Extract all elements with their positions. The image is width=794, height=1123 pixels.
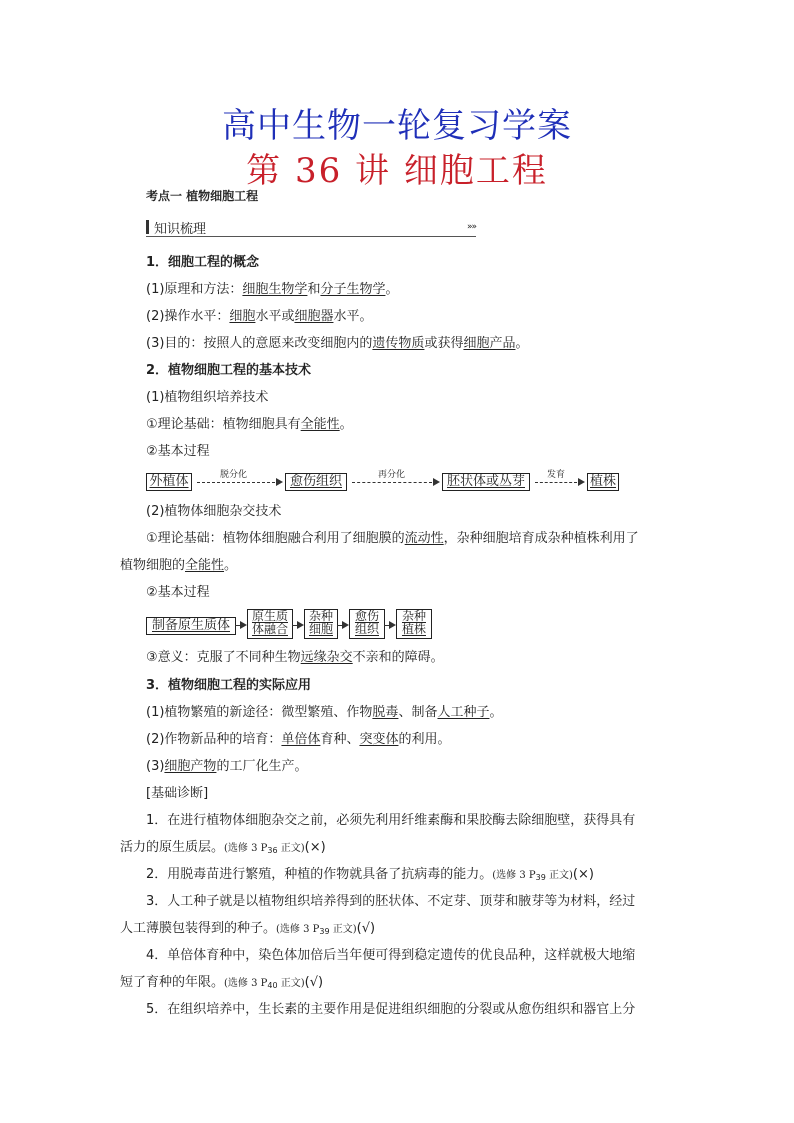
flow2-box-callus: 愈伤 组织 (349, 609, 385, 639)
line-2h: ③意义：克服了不同种生物远缘杂交不亲和的障碍。 (146, 650, 444, 665)
diag-4a: 4．单倍体育种中，染色体加倍后当年便可得到稳定遗传的优良品种，这样就极大地缩 (146, 948, 636, 963)
flow1-label-redifferentiation: 再分化 (378, 470, 406, 480)
heading-3: 3．植物细胞工程的实际应用 (146, 678, 312, 693)
heading-1: 1．细胞工程的概念 (146, 255, 260, 270)
arrow-right-icon (342, 621, 349, 629)
arrow-right-icon (578, 478, 585, 486)
line-3a: (1)植物繁殖的新途径：微型繁殖、作物脱毒、制备人工种子。 (146, 705, 503, 720)
arrow-right-icon (389, 621, 396, 629)
knowledge-header (146, 218, 476, 237)
header-bar (146, 220, 149, 234)
flow1-arrow-1 (197, 482, 275, 483)
diagnosis-heading: [基础诊断] (146, 786, 209, 801)
line-2g: ②基本过程 (146, 585, 210, 600)
line-2b: ①理论基础：植物细胞具有全能性。 (146, 417, 353, 432)
diag-5a: 5．在组织培养中，生长素的主要作用是促进组织细胞的分裂或从愈伤组织和器官上分 (146, 1002, 636, 1017)
knowledge-header-label: 知识梳理 (154, 222, 207, 237)
flow1-box-callus: 愈伤组织 (285, 473, 347, 491)
page-title: 高中生物一轮复习学案 (222, 106, 572, 146)
diag-4b: 短了育种的年限。(选修 3 $P_{40}$ 正文)(√) (120, 975, 324, 990)
flow1-box-explant: 外植体 (146, 473, 192, 491)
diag-3a: 3．人工种子就是以植物组织培养得到的胚状体、不定芽、顶芽和腋芽等为材料，经过 (146, 894, 636, 909)
diag-3b: 人工薄膜包装得到的种子。(选修 3 $P_{39}$ 正文)(√) (120, 921, 376, 936)
flow1-arrow-3 (535, 482, 577, 483)
line-3c: (3)细胞产物的工厂化生产。 (146, 759, 308, 774)
arrow-right-icon (297, 621, 304, 629)
flow1-box-plant: 植株 (587, 473, 619, 491)
line-2d: (2)植物体细胞杂交技术 (146, 504, 282, 519)
flow2-box-hybrid-plant: 杂种 植株 (396, 609, 432, 639)
arrow-right-icon (240, 621, 247, 629)
flow1-label-dedifferentiation: 脱分化 (220, 470, 248, 480)
header-arrows-icon: »» (466, 222, 476, 232)
line-1a: (1)原理和方法：细胞生物学和分子生物学。 (146, 282, 399, 297)
flow2-box-protoplast: 制备原生质体 (146, 617, 236, 635)
lesson-subtitle: 第 36 讲 细胞工程 (246, 151, 548, 191)
line-2e: ①理论基础：植物体细胞融合利用了细胞膜的流动性，杂种细胞培育成杂种植株利用了 (146, 531, 639, 546)
flow2-box-fusion: 原生质 体融合 (247, 609, 293, 639)
line-2f: 植物细胞的全能性。 (120, 558, 238, 573)
diag-1a: 1．在进行植物体细胞杂交之前，必须先利用纤维素酶和果胶酶去除细胞壁，获得具有 (146, 813, 636, 828)
flow1-arrow-2 (352, 482, 432, 483)
diag-2: 2．用脱毒苗进行繁殖，种植的作物就具备了抗病毒的能力。(选修 3 $P_{39}$ 正文)(×) (146, 867, 594, 882)
diag-1b: 活力的原生质层。(选修 3 $P_{36}$ 正文)(×) (120, 840, 326, 855)
arrow-right-icon (433, 478, 440, 486)
section-title: 考点一 植物细胞工程 (146, 189, 259, 203)
line-1b: (2)操作水平：细胞水平或细胞器水平。 (146, 309, 373, 324)
line-2c: ②基本过程 (146, 444, 210, 459)
line-2a: (1)植物组织培养技术 (146, 390, 269, 405)
line-1c: (3)目的：按照人的意愿来改变细胞内的遗传物质或获得细胞产品。 (146, 336, 529, 351)
arrow-right-icon (276, 478, 283, 486)
line-3b: (2)作物新品种的培育：单倍体育种、突变体的利用。 (146, 732, 451, 747)
flow1-label-development: 发育 (547, 470, 566, 480)
heading-2: 2．植物细胞工程的基本技术 (146, 363, 312, 378)
flow1-box-embryoid: 胚状体或丛芽 (442, 473, 530, 491)
flow2-box-hybrid-cell: 杂种 细胞 (304, 609, 338, 639)
